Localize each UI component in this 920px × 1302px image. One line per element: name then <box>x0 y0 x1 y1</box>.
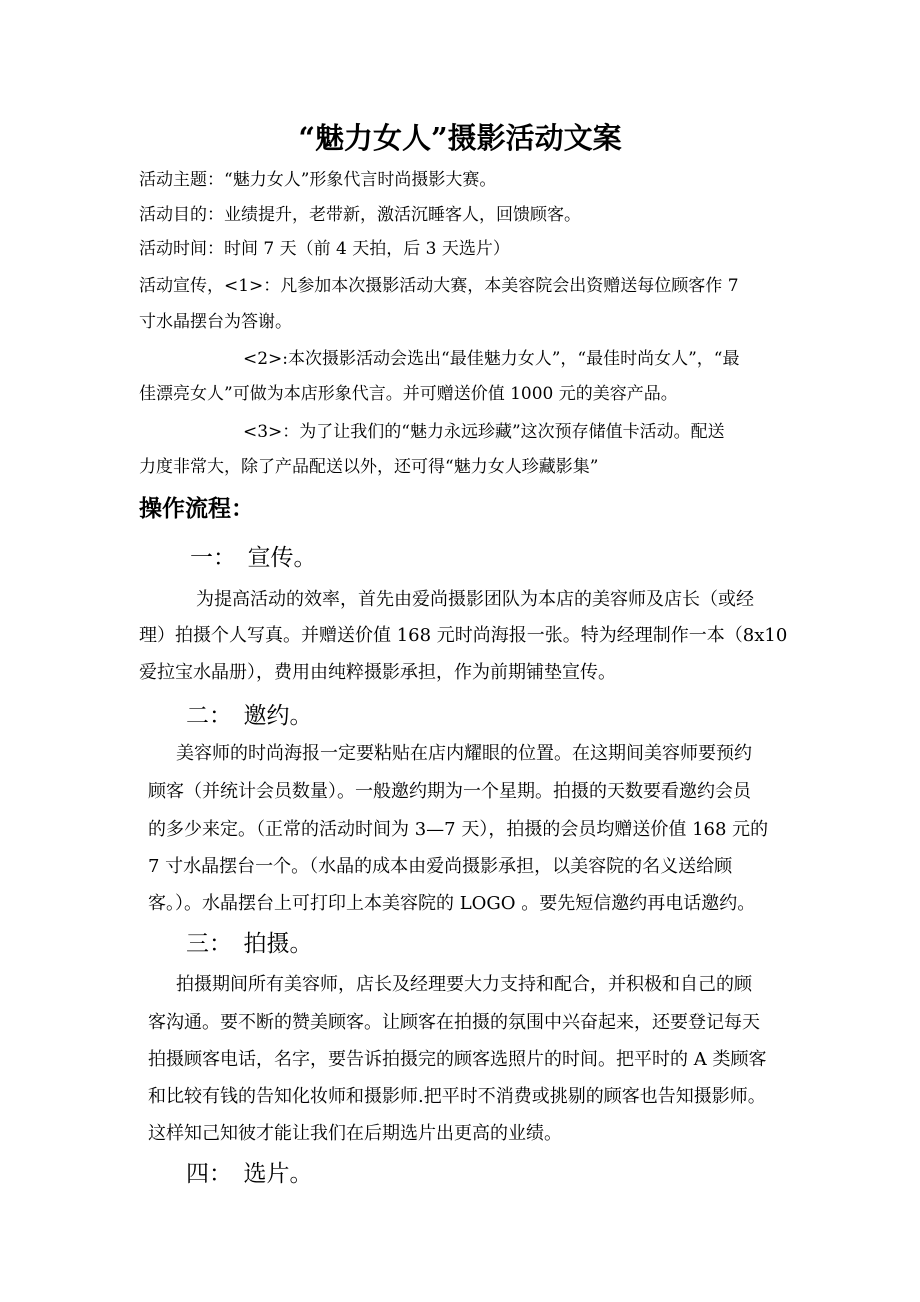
step-heading: 四： 选片。 <box>186 1161 313 1187</box>
step-text-line: 美容师的时尚海报一定要粘贴在店内耀眼的位置。在这期间美容师要预约 <box>176 743 752 764</box>
step-text-line: 顾客（并统计会员数量）。一般邀约期为一个星期。拍摄的天数要看邀约会员 <box>148 781 751 802</box>
activity-promo-2-line-1: <2>:本次摄影活动会选出“最佳魅力女人”，“最佳时尚女人”，“最 <box>243 349 740 369</box>
step-heading: 一： 宣传。 <box>190 545 317 571</box>
step-text-line: 客沟通。要不断的赞美顾客。让顾客在拍摄的氛围中兴奋起来，还要登记每天 <box>148 1012 760 1033</box>
step-text-line: 拍摄顾客电话，名字，要告诉拍摄完的顾客选照片的时间。把平时的 A 类顾客 <box>148 1049 767 1070</box>
activity-theme: 活动主题：“魅力女人”形象代言时尚摄影大赛。 <box>139 170 497 190</box>
step-text-line: 这样知己知彼才能让我们在后期选片出更高的业绩。 <box>148 1123 562 1144</box>
step-text-line: 7 寸水晶摆台一个。（水晶的成本由爱尚摄影承担，以美容院的名义送给顾 <box>148 856 733 877</box>
activity-promo-3-line-2: 力度非常大，除了产品配送以外，还可得“魅力女人珍藏影集” <box>139 457 599 477</box>
activity-time: 活动时间：时间 7 天（前 4 天拍，后 3 天选片） <box>139 239 510 259</box>
activity-promo-1-line-1: 活动宣传，<1>：凡参加本次摄影活动大赛，本美容院会出资赠送每位顾客作 7 <box>139 276 739 296</box>
step-text-line: 拍摄期间所有美容师，店长及经理要大力支持和配合，并积极和自己的顾 <box>176 974 752 995</box>
step-text-line: 理）拍摄个人写真。并赠送价值 168 元时尚海报一张。特为经理制作一本（8x10 <box>139 625 788 646</box>
step-text-line: 客。）。水晶摆台上可打印上本美容院的 LOGO 。要先短信邀约再电话邀约。 <box>148 893 756 914</box>
step-text-line: 和比较有钱的告知化妆师和摄影师.把平时不消费或挑剔的顾客也告知摄影师。 <box>148 1086 766 1107</box>
step-text-line: 为提高活动的效率，首先由爱尚摄影团队为本店的美容师及店长（或经 <box>196 589 754 610</box>
activity-purpose: 活动目的：业绩提升，老带新，激活沉睡客人，回馈顾客。 <box>139 205 581 225</box>
document-title: “魅力女人”摄影活动文案 <box>298 121 622 155</box>
activity-promo-3-line-1: <3>：为了让我们的“魅力永远珍藏”这次预存储值卡活动。配送 <box>243 422 725 442</box>
process-heading: 操作流程： <box>139 496 254 522</box>
activity-promo-2-line-2: 佳漂亮女人”可做为本店形象代言。并可赠送价值 1000 元的美容产品。 <box>139 384 678 404</box>
step-text-line: 爱拉宝水晶册），费用由纯粹摄影承担，作为前期铺垫宣传。 <box>139 662 616 683</box>
step-heading: 三： 拍摄。 <box>186 931 313 957</box>
activity-promo-1-line-2: 寸水晶摆台为答谢。 <box>139 312 292 332</box>
step-text-line: 的多少来定。（正常的活动时间为 3—7 天），拍摄的会员均赠送价值 168 元的 <box>148 819 769 840</box>
step-heading: 二： 邀约。 <box>186 703 313 729</box>
